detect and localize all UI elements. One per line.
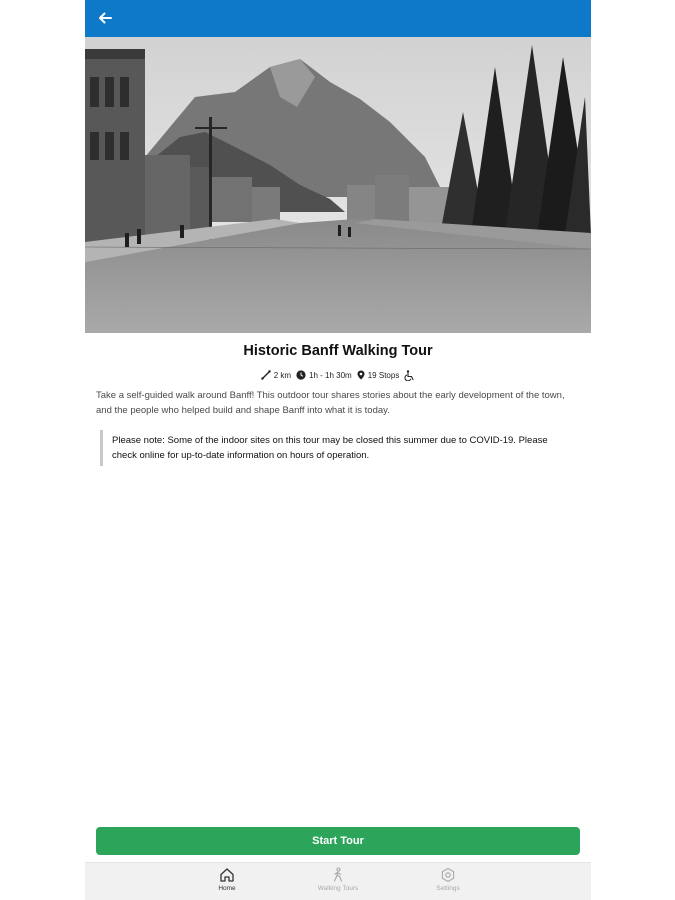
walking-person-icon xyxy=(330,867,346,883)
stops-text: 19 Stops xyxy=(367,370,400,380)
accessibility-meta xyxy=(404,370,415,381)
nav-settings[interactable] xyxy=(408,867,488,899)
duration-meta xyxy=(296,370,352,380)
back-button[interactable] xyxy=(93,6,117,30)
stops-meta xyxy=(357,370,400,380)
nav-walking-tours-label: Walking Tours xyxy=(317,885,359,892)
duration-text: 1h - 1h 30m xyxy=(309,370,352,380)
app-screen xyxy=(85,0,591,900)
bottom-navigation xyxy=(85,862,591,900)
map-pin-icon xyxy=(357,370,365,380)
start-tour-button[interactable]: Start Tour xyxy=(96,827,580,855)
hero-image xyxy=(85,37,591,333)
gear-icon xyxy=(440,867,456,883)
nav-home-label: Home xyxy=(218,885,236,892)
arrow-left-icon xyxy=(97,10,113,26)
clock-icon xyxy=(296,370,306,380)
route-icon xyxy=(261,370,271,380)
tour-meta xyxy=(85,368,591,382)
covid-note: Please note: Some of the indoor sites on this tour may be closed this summer due to COVID-19. Please check online for up-to-date information on hours of operation. xyxy=(100,430,572,466)
top-app-bar xyxy=(85,0,591,37)
distance-meta xyxy=(261,370,291,380)
nav-home[interactable] xyxy=(187,867,267,899)
distance-text: 2 km xyxy=(273,370,292,380)
nav-walking-tours[interactable] xyxy=(298,867,378,899)
home-icon xyxy=(219,867,235,883)
wheelchair-icon xyxy=(404,370,415,381)
nav-settings-label: Settings xyxy=(436,885,460,892)
tour-description: Take a self-guided walk around Banff! This outdoor tour shares stories about the early development of the town, and the people who helped build and shape Banff into what it is today. xyxy=(96,390,565,416)
tour-title: Historic Banff Walking Tour xyxy=(243,343,433,359)
